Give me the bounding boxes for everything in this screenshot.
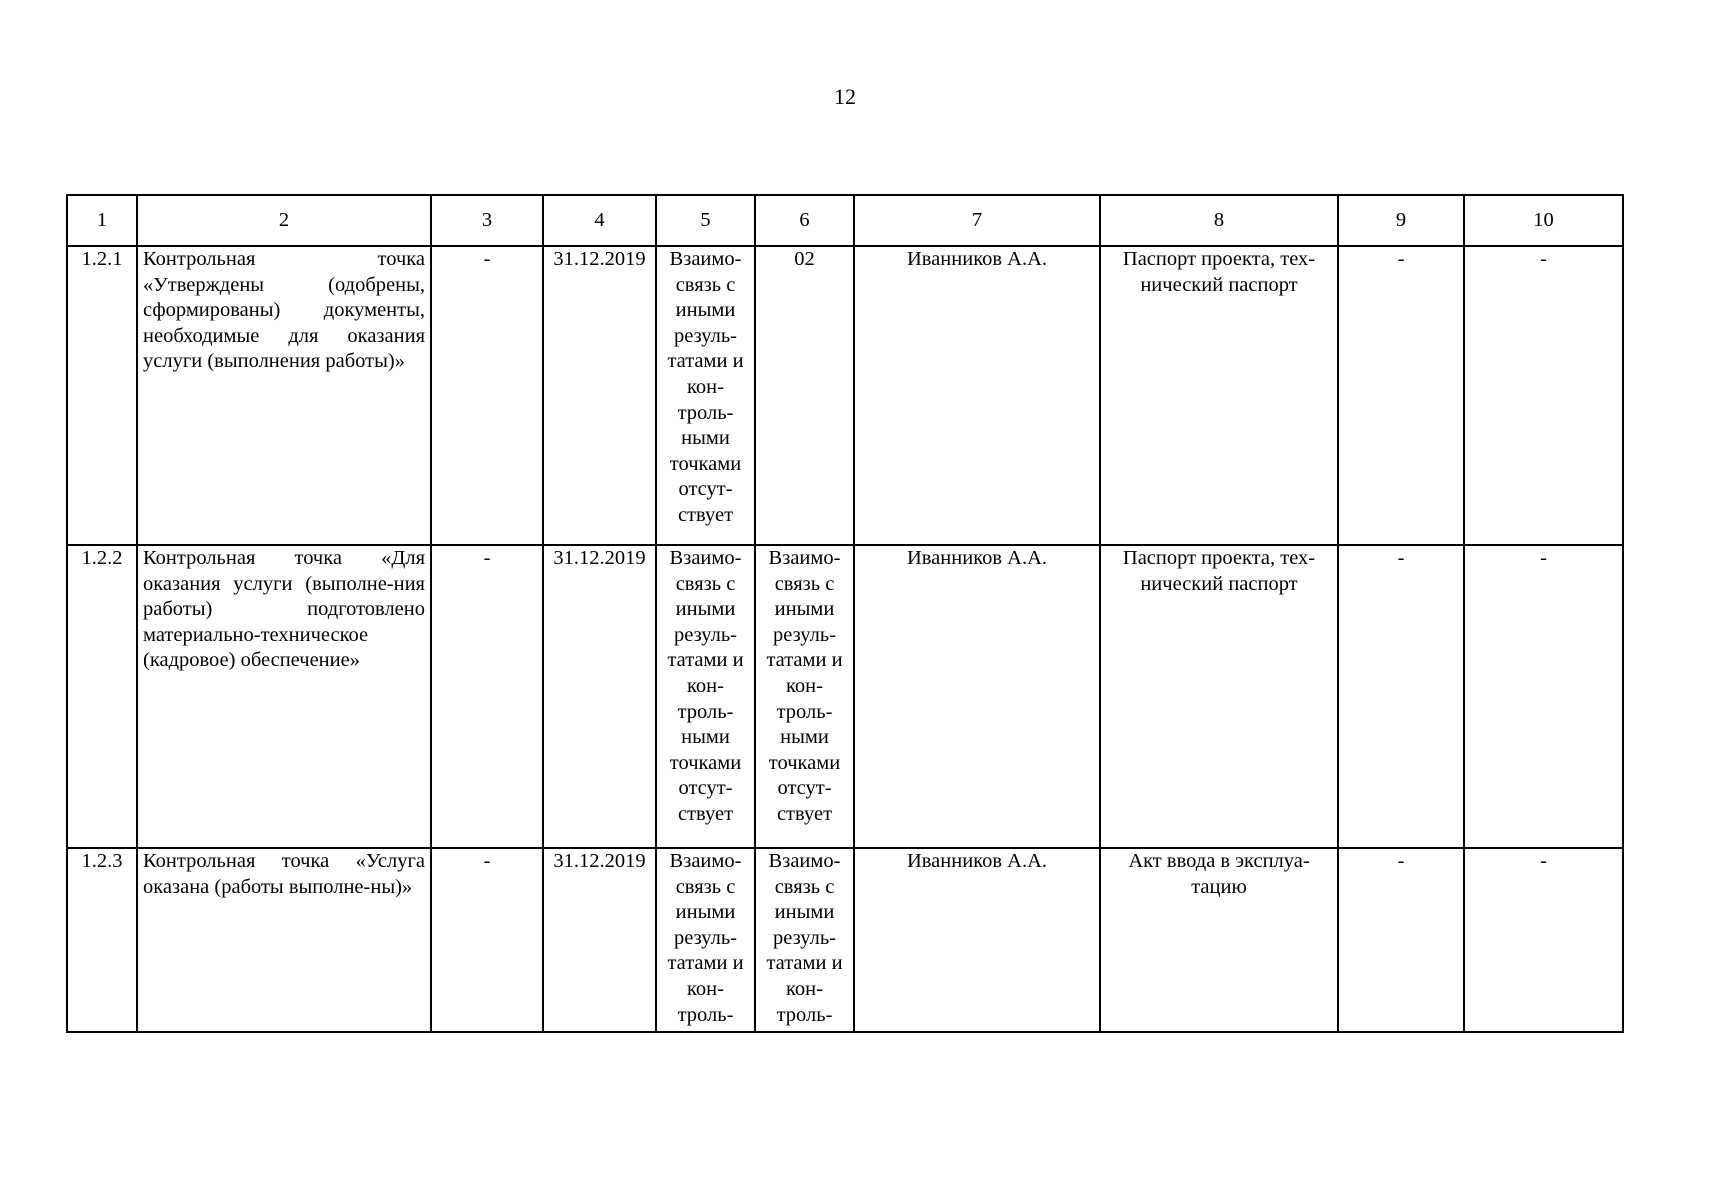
column-3-cell: - (431, 246, 543, 545)
column-header: 8 (1100, 195, 1338, 246)
table-row (67, 545, 1623, 848)
column-header: 4 (543, 195, 656, 246)
column-header: 9 (1338, 195, 1464, 246)
column-header: 5 (656, 195, 755, 246)
column-9-cell: - (1338, 246, 1464, 545)
table-row (67, 246, 1623, 545)
column-header: 3 (431, 195, 543, 246)
row-number-cell: 1.2.3 (67, 848, 137, 1032)
control-point-name-cell: Контрольная точка «Для оказания услуги (выполне-ния работы) подготовлено материально-техническое (кадровое) обеспечение» (137, 545, 431, 848)
column-header: 7 (854, 195, 1100, 246)
table-header-row (67, 195, 1623, 246)
column-6-cell: Взаимо-связь с иными резуль-татами и кон-троль- (755, 848, 854, 1032)
date-cell: 31.12.2019 (543, 246, 656, 545)
column-9-cell: - (1338, 848, 1464, 1032)
date-cell: 31.12.2019 (543, 545, 656, 848)
responsible-cell: Иванников А.А. (854, 848, 1100, 1032)
column-6-cell: 02 (755, 246, 854, 545)
control-point-name-cell: Контрольная точка «Услуга оказана (работы выполне-ны)» (137, 848, 431, 1032)
column-header: 2 (137, 195, 431, 246)
column-header: 1 (67, 195, 137, 246)
row-number-cell: 1.2.2 (67, 545, 137, 848)
column-3-cell: - (431, 848, 543, 1032)
column-5-cell: Взаимо-связь с иными резуль-татами и кон-троль- (656, 848, 755, 1032)
column-5-cell: Взаимо-связь с иными резуль-татами и кон-троль-ными точками отсут-ствует (656, 545, 755, 848)
document-cell: Паспорт проекта, тех-нический паспорт (1100, 545, 1338, 848)
table-row (67, 848, 1623, 1032)
control-points-table (66, 194, 1624, 1033)
responsible-cell: Иванников А.А. (854, 246, 1100, 545)
responsible-cell: Иванников А.А. (854, 545, 1100, 848)
document-cell: Акт ввода в эксплуа-тацию (1100, 848, 1338, 1032)
date-cell: 31.12.2019 (543, 848, 656, 1032)
document-cell: Паспорт проекта, тех-нический паспорт (1100, 246, 1338, 545)
control-point-name-cell: Контрольная точка «Утверждены (одобрены, сформированы) документы, необходимые для оказания услуги (выполнения работы)» (137, 246, 431, 545)
column-3-cell: - (431, 545, 543, 848)
column-5-cell: Взаимо-связь с иными резуль-татами и кон-троль-ными точками отсут-ствует (656, 246, 755, 545)
column-header: 10 (1464, 195, 1623, 246)
column-9-cell: - (1338, 545, 1464, 848)
column-10-cell: - (1464, 848, 1623, 1032)
row-number-cell: 1.2.1 (67, 246, 137, 545)
column-6-cell: Взаимо-связь с иными резуль-татами и кон-троль-ными точками отсут-ствует (755, 545, 854, 848)
page-number: 12 (834, 84, 856, 109)
column-header: 6 (755, 195, 854, 246)
column-10-cell: - (1464, 545, 1623, 848)
column-10-cell: - (1464, 246, 1623, 545)
